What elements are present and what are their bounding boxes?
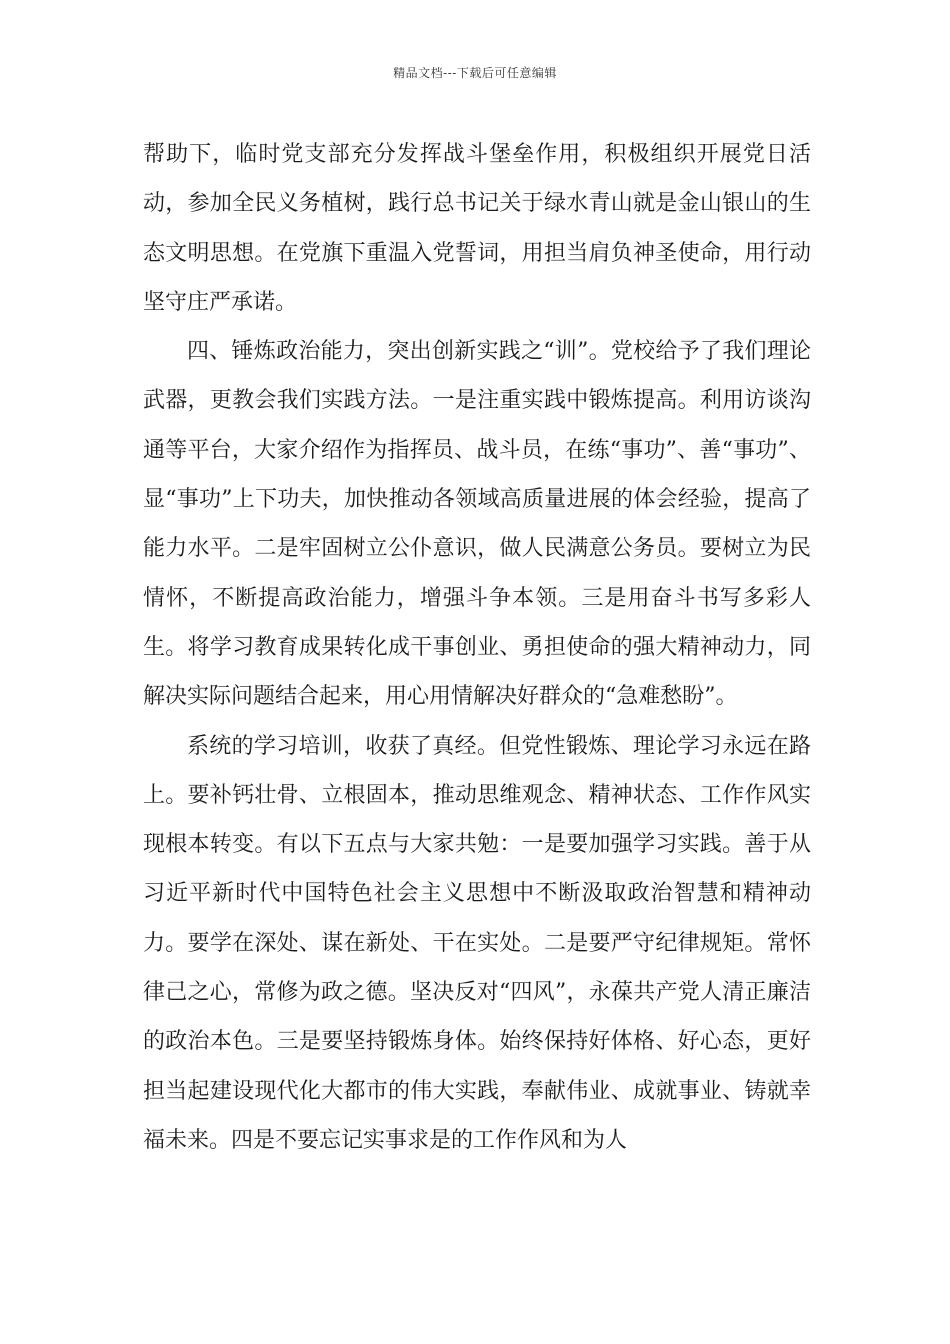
document-body	[143, 130, 811, 1165]
paragraph-political-ability: 四、锤炼政治能力，突出创新实践之“训”。党校给予了我们理论武器，更教会我们实践方法。一是注重实践中锻炼提高。利用访谈沟通等平台，大家介绍作为指挥员、战斗员，在练“事功”、善“事功”、显“事功”上下功夫，加快推动各领域高质量进展的体会经验，提高了能力水平。二是牢固树立公仆意识，做人民满意公务员。要树立为民情怀，不断提高政治能力，增强斗争本领。三是用奋斗书写多彩人生。将学习教育成果转化成干事创业、勇担使命的强大精神动力，同解决实际问题结合起来，用心用情解决好群众的“急难愁盼”。	[143, 339, 811, 710]
paragraph-continuation: 帮助下，临时党支部充分发挥战斗堡垒作用，积极组织开展党日活动，参加全民义务植树，践行总书记关于绿水青山就是金山银山的生态文明思想。在党旗下重温入党誓词，用担当肩负神圣使命，用行动坚守庄严承诺。	[143, 142, 811, 315]
page-header-note: 精品文档---下载后可任意编辑	[393, 66, 557, 80]
paragraph-training-summary: 系统的学习培训，收获了真经。但党性锻炼、理论学习永远在路上。要补钙壮骨、立根固本，推动思维观念、精神状态、工作作风实现根本转变。有以下五点与大家共勉：一是要加强学习实践。善于从习近平新时代中国特色社会主义思想中不断汲取政治智慧和精神动力。要学在深处、谋在新处、干在实处。二是要严守纪律规矩。常怀律己之心，常修为政之德。坚决反对“四风”，永葆共产党人清正廉洁的政治本色。三是要坚持锻炼身体。始终保持好体格、好心态，更好担当起建设现代化大都市的伟大实践，奉献伟业、成就事业、铸就幸福未来。四是不要忘记实事求是的工作作风和为人	[143, 733, 811, 1153]
